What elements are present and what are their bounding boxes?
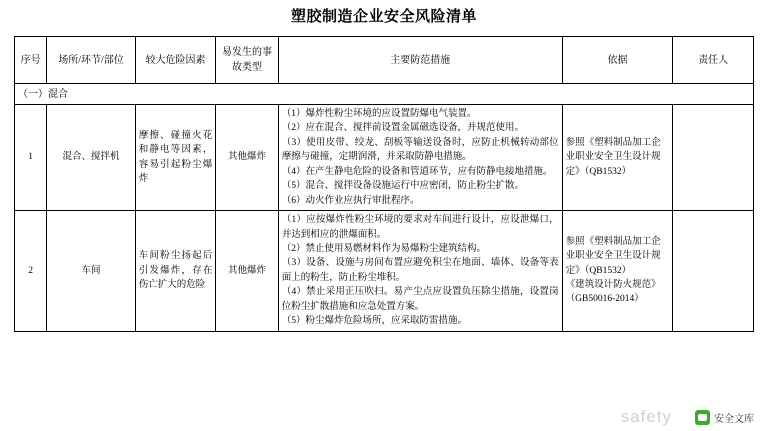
column-header-no: 序号	[15, 37, 47, 84]
column-header-measures: 主要防范措施	[278, 37, 562, 84]
column-header-accident: 易发生的事故类型	[216, 37, 278, 84]
table-header-row	[15, 37, 754, 84]
table-row	[15, 211, 754, 332]
column-header-factor: 较大危险因素	[135, 37, 216, 84]
risk-table	[14, 36, 754, 332]
cell-no: 1	[15, 105, 47, 211]
cell-measures: （1）爆炸性粉尘环境的应设置防爆电气装置。 （2）应在混合、搅拌前设置金属磁选设备，并规范使用。 （3）使用皮带、绞龙、刮板等输送设备时，应防止机械转动部位摩擦与碰撞，定期润滑，并采取防静电措施。 （4）在产生静电危险的设备和管道环节，应有防静电接地措施。 （5）混合、搅拌设备设施运行中应密闭，防止粉尘扩散。 （6）动火作业应执行审批程序。	[278, 105, 562, 211]
section-label: （一）混合	[15, 84, 754, 105]
ghost-watermark-text: safety	[620, 407, 672, 426]
cell-person	[673, 211, 754, 332]
watermark-logo-icon	[695, 410, 710, 425]
table-section-row	[15, 84, 754, 105]
watermark	[695, 410, 754, 425]
cell-accident: 其他爆炸	[216, 105, 278, 211]
column-header-person: 责任人	[673, 37, 754, 84]
cell-place: 车间	[47, 211, 136, 332]
column-header-basis: 依据	[562, 37, 673, 84]
cell-place: 混合、搅拌机	[47, 105, 136, 211]
cell-factor: 摩擦、碰撞火花和静电等因素，容易引起粉尘爆炸	[135, 105, 216, 211]
column-header-place: 场所/环节/部位	[47, 37, 136, 84]
cell-basis: 参照《塑料制品加工企业职业安全卫生设计规定》（QB1532）	[562, 105, 673, 211]
cell-factor: 车间粉尘扬起后引发爆炸，存在伤亡扩大的危险	[135, 211, 216, 332]
watermark-label: 安全文库	[714, 414, 754, 425]
table-row	[15, 105, 754, 211]
page-title: 塑胶制造企业安全风险清单	[290, 9, 477, 25]
cell-accident: 其他爆炸	[216, 211, 278, 332]
cell-person	[673, 105, 754, 211]
cell-no: 2	[15, 211, 47, 332]
cell-measures: （1）应按爆炸性粉尘环境的要求对车间进行设计，应设泄爆口，并达到相应的泄爆面积。 （2）禁止使用易燃材料作为易爆粉尘建筑结构。 （3）设备、设施与房间布置应避免积尘在地面、墙体、设备等表面上的粉生，防止粉尘堆积。 （4）禁止采用正压吹扫。易产尘点应设置负压除尘措施，设置岗位粉尘扩散措施和应急处置方案。 （5）粉尘爆炸危险场所，应采取防雷措施。	[278, 211, 562, 332]
cell-basis: 参照《塑料制品加工企业职业安全卫生设计规定》（QB1532） 《建筑设计防火规范》（GB50016-2014）	[562, 211, 673, 332]
